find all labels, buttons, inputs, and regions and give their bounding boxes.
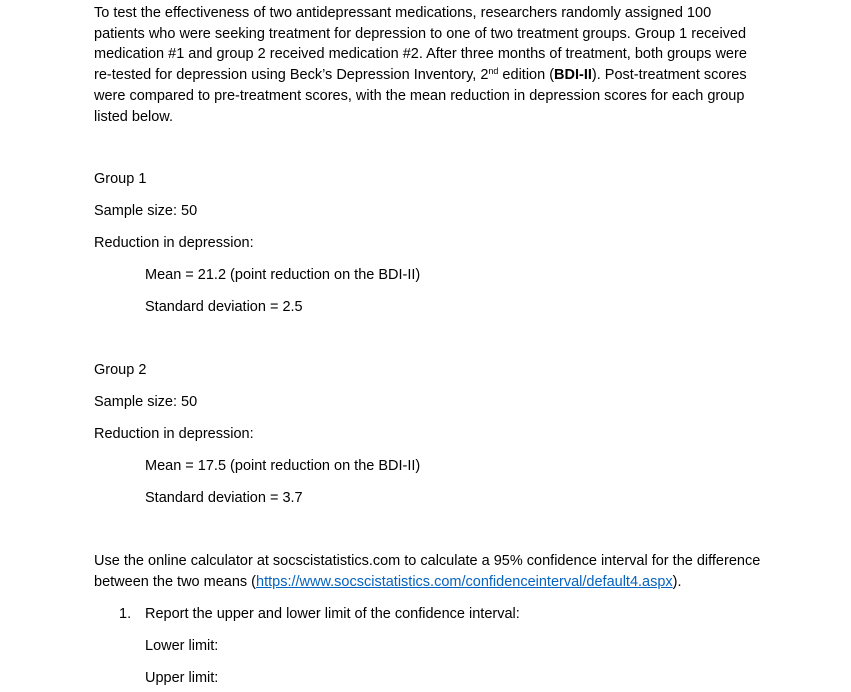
group1-mean: Mean = 21.2 (point reduction on the BDI-II) [145,267,421,283]
question1-lower-limit: Lower limit: [145,638,219,654]
group2-sd: Standard deviation = 3.7 [145,490,303,506]
instructions-text2: ). [672,574,682,590]
question1-upper-limit: Upper limit: [145,670,219,686]
intro-text-part1: To test the effectiveness of two antidepressant medications, researchers randomly assigned 100 patients who were seeking treatment for depression to one of two treatment groups. Group 1 received medication #1 and group 2 received medication #2. After three months of treatment, both groups were re-tested for depression using Beck’s Depression Inventory, 2 [94,5,747,84]
intro-text-part3: ). Post-treatment scores were compared to pre-treatment scores, with the mean reduction in depression scores for each group listed below. [94,67,747,125]
instructions-paragraph [94,551,774,593]
group2-reduction-label: Reduction in depression: [94,426,254,442]
intro-superscript: nd [488,66,499,77]
group2-title: Group 2 [94,362,147,378]
question1-prompt: Report the upper and lower limit of the confidence interval: [145,606,520,622]
intro-bold-bdi: BDI-II [554,67,592,84]
intro-text-part2: edition ( [498,67,555,84]
group1-sample-size: Sample size: 50 [94,203,198,219]
group2-sample-size: Sample size: 50 [94,394,198,410]
group2-mean: Mean = 17.5 (point reduction on the BDI-II) [145,458,421,474]
group1-sd: Standard deviation = 2.5 [145,299,303,315]
group1-title: Group 1 [94,171,147,187]
instructions-text1: Use the online calculator at socscistatistics.com to calculate a 95% confidence interval for the difference between the two means ( [94,553,761,590]
intro-paragraph [94,3,759,127]
group1-reduction-label: Reduction in depression: [94,235,254,251]
question1-number: 1. [119,606,132,622]
calculator-link[interactable]: https://www.socscistatistics.com/confidenceinterval/default4.aspx [256,574,673,590]
